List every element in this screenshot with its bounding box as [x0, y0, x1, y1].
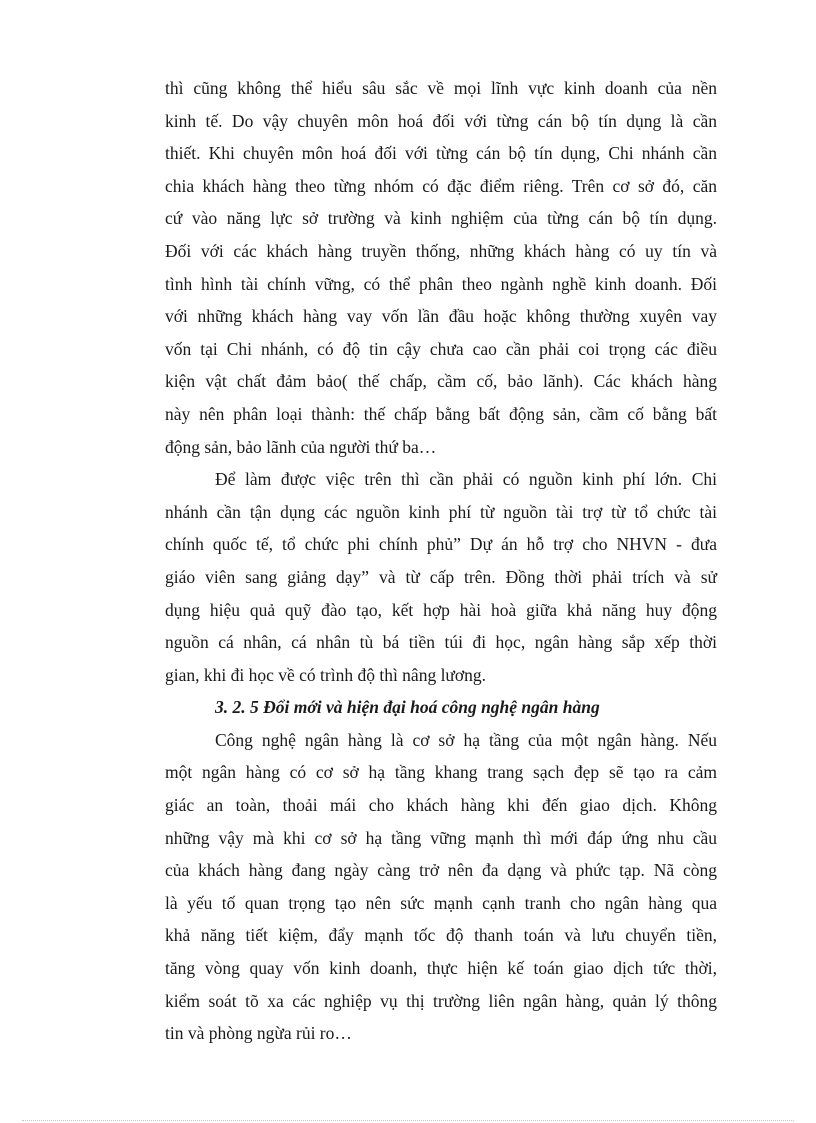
text-line: Đối với các khách hàng truyền thống, những khách hàng có uy tín và: [165, 240, 717, 261]
text-line: giáo viên sang giảng dạy” và từ cấp trên. Đồng thời phải trích và sử: [165, 566, 717, 587]
text-line: nhánh cần tận dụng các nguồn kinh phí từ nguồn tài trợ từ tổ chức tài: [165, 501, 717, 522]
text-line: Công nghệ ngân hàng là cơ sở hạ tầng của một ngân hàng. Nếu: [215, 729, 717, 750]
text-line: một ngân hàng có cơ sở hạ tầng khang trang sạch đẹp sẽ tạo ra cảm: [165, 762, 717, 783]
text-line: động sản, bảo lãnh của người thứ ba…: [165, 436, 437, 457]
text-line: tăng vòng quay vốn kinh doanh, thực hiện kế toán giao dịch tức thời,: [165, 958, 717, 979]
text-line: khả năng tiết kiệm, đẩy mạnh tốc độ thanh toán và lưu chuyển tiền,: [165, 925, 717, 946]
text-line: gian, khi đi học về có trình độ thì nâng lương.: [165, 664, 487, 685]
text-line: dụng hiệu quả quỹ đào tạo, kết hợp hài hoà giữa khả năng huy động: [165, 599, 717, 620]
text-line: chính quốc tế, tổ chức phi chính phủ” Dự án hỗ trợ cho NHVN - đưa: [165, 534, 717, 555]
text-line: thì cũng không thể hiểu sâu sắc về mọi lĩnh vực kinh doanh của nền: [165, 78, 717, 98]
text-line: kiểm soát tõ xa các nghiệp vụ thị trường liên ngân hàng, quản lý thông: [165, 990, 717, 1011]
paragraph-2: [165, 463, 717, 691]
text-line: kinh tế. Do vậy chuyên môn hoá đối với từng cán bộ tín dụng là cần: [165, 110, 717, 131]
text-line: kiện vật chất đảm bảo( thế chấp, cầm cố, bảo lãnh). Các khách hàng: [165, 371, 717, 392]
text-line: của khách hàng đang ngày càng trở nên đa dạng và phức tạp. Nã còng: [165, 860, 717, 881]
paragraph-3: [165, 724, 717, 1050]
document-page: [165, 72, 717, 1050]
text-line: cứ vào năng lực sở trường và kinh nghiệm của từng cán bộ tín dụng.: [165, 208, 717, 229]
section-heading: 3. 2. 5 Đổi mới và hiện đại hoá công nghệ ngân hàng: [215, 697, 600, 718]
text-line: với những khách hàng vay vốn lần đầu hoặc không thường xuyên vay: [165, 306, 717, 327]
text-line: giác an toàn, thoải mái cho khách hàng khi đến giao dịch. Không: [165, 795, 717, 816]
footer-divider: [22, 1120, 794, 1121]
text-line: tình hình tài chính vững, có thể phân theo ngành nghề kinh doanh. Đối: [165, 273, 717, 294]
text-line: những vậy mà khi cơ sở hạ tầng vững mạnh thì mới đáp ứng nhu cầu: [165, 827, 717, 848]
text-line: vốn tại Chi nhánh, có độ tin cậy chưa cao cần phải coi trọng các điều: [165, 338, 717, 359]
text-line: tin và phòng ngừa rủi ro…: [165, 1023, 352, 1044]
text-line: này nên phân loại thành: thế chấp bằng bất động sản, cầm cố bằng bất: [165, 403, 717, 424]
text-line: nguồn cá nhân, cá nhân tù bá tiền túi đi học, ngân hàng sắp xếp thời: [165, 632, 717, 653]
text-line: là yếu tố quan trọng tạo nên sức mạnh cạnh tranh cho ngân hàng qua: [165, 892, 717, 913]
paragraph-1: [165, 72, 717, 463]
text-line: Để làm được việc trên thì cần phải có nguồn kinh phí lớn. Chi: [215, 469, 717, 490]
text-line: thiết. Khi chuyên môn hoá đối với từng cán bộ tín dụng, Chi nhánh cần: [165, 143, 717, 164]
text-line: chia khách hàng theo từng nhóm có đặc điểm riêng. Trên cơ sở đó, căn: [165, 175, 717, 196]
